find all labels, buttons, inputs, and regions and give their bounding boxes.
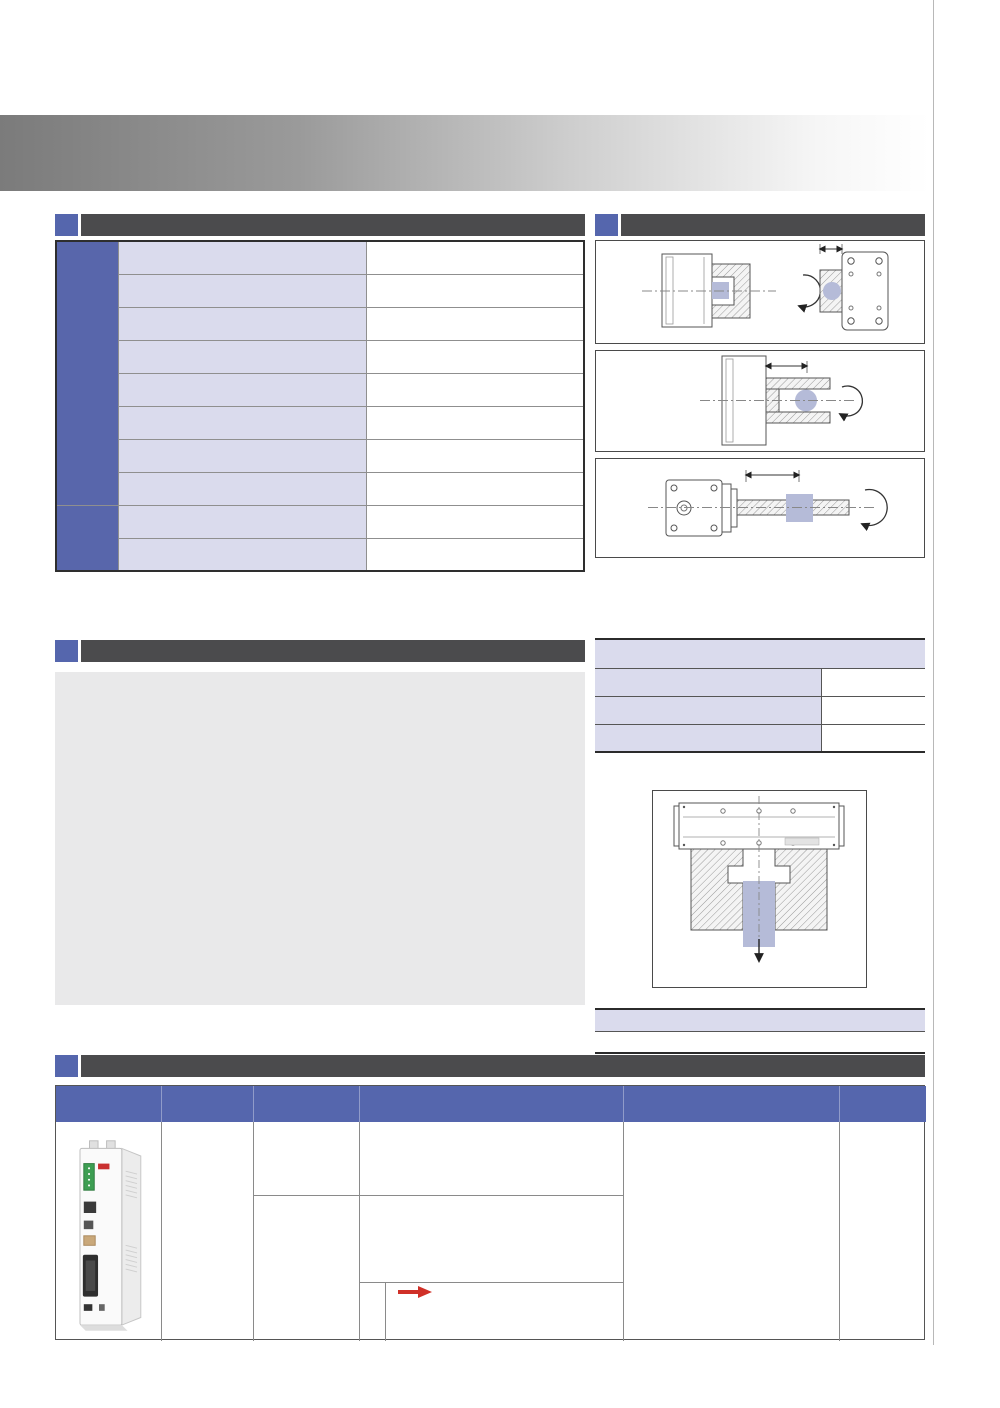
table-row [56, 307, 584, 340]
ethercat-arrow-icon [398, 1286, 432, 1299]
page-footer [555, 1354, 912, 1378]
table-row [56, 241, 584, 274]
section-title-bar [81, 640, 585, 662]
section-accent-square [55, 214, 78, 236]
spec-value [366, 472, 584, 505]
moment-row-label [595, 697, 763, 724]
spec-label [118, 538, 366, 571]
spec-label [118, 274, 366, 307]
moment-diagram-my [595, 240, 925, 344]
reference-page [839, 1122, 926, 1341]
comm-control-mode-cell [253, 1196, 359, 1341]
fv-value [595, 1032, 925, 1054]
spec-label [118, 241, 366, 274]
section-accent-square [55, 640, 78, 662]
io-feature-cell [359, 1122, 623, 1196]
my-diagram-drawing [596, 241, 923, 342]
section-specification [55, 214, 585, 236]
table-row [56, 538, 584, 571]
table-row [56, 472, 584, 505]
controller-model [161, 1122, 253, 1341]
spec-group-parts [56, 505, 118, 571]
chart-plot [55, 672, 585, 1005]
table-row [56, 373, 584, 406]
spec-group-spec [56, 241, 118, 505]
ethercat-logo [394, 1286, 615, 1299]
max-moment-table [595, 638, 925, 753]
column-header-electrical [623, 1086, 839, 1122]
table-row [595, 725, 925, 753]
controller-photo [56, 1122, 161, 1341]
spec-label [118, 439, 366, 472]
spec-note-2 [55, 602, 590, 626]
moment-diagram-mr [595, 458, 925, 558]
moment-code [763, 697, 821, 724]
spec-value [366, 406, 584, 439]
column-header-model [161, 1086, 253, 1122]
section-controller-chart [55, 1055, 925, 1077]
x-axis-label [220, 936, 460, 939]
spec-label [118, 406, 366, 439]
moment-code [763, 669, 821, 696]
spec-label [118, 340, 366, 373]
controller-table [55, 1085, 925, 1340]
spec-value [366, 274, 584, 307]
table-row [56, 340, 584, 373]
section-gripping-chart [55, 640, 585, 662]
table-row [56, 274, 584, 307]
fv-title-bar [595, 1008, 925, 1032]
controller-device-drawing [61, 1131, 156, 1333]
fv-diagram [652, 790, 867, 988]
moment-value [821, 669, 925, 696]
column-header-control-mode [253, 1086, 359, 1122]
column-header-features [359, 1086, 623, 1122]
tollfree-block [0, 131, 905, 175]
column-header-exterior [56, 1086, 161, 1122]
moment-row-label [595, 725, 763, 751]
right-tab-sidebar [933, 0, 1000, 1345]
table-row [56, 505, 584, 538]
moment-row-label [595, 669, 763, 696]
section-title-bar [81, 214, 585, 236]
electrical-spec-cell [623, 1122, 839, 1341]
table-row [595, 669, 925, 697]
io-control-mode-cell [253, 1122, 359, 1196]
column-header-reference [839, 1086, 926, 1122]
moment-value [821, 725, 925, 751]
mp-diagram-drawing [596, 351, 923, 450]
section-title-bar [621, 214, 925, 236]
spec-note-1 [55, 578, 590, 602]
section-title-bar [81, 1055, 925, 1077]
spec-value [366, 373, 584, 406]
moment-value [821, 697, 925, 724]
spec-value [366, 505, 584, 538]
gripping-power-chart [55, 672, 585, 1005]
table-row [595, 697, 925, 725]
tolerance-note [55, 1012, 59, 1030]
section-accent-square [55, 1055, 78, 1077]
spec-label [118, 472, 366, 505]
ethercat-option-cell [359, 1282, 623, 1341]
section-allowable-moment [595, 214, 925, 236]
moment-diagram-mp [595, 350, 925, 452]
ethercat-block [386, 1283, 623, 1341]
spec-value [366, 307, 584, 340]
max-moment-title [595, 638, 925, 669]
spec-value [366, 538, 584, 571]
mr-diagram-drawing [596, 459, 923, 556]
comm-feature-cell [359, 1196, 623, 1282]
moment-code [763, 725, 821, 751]
spec-label [118, 307, 366, 340]
spec-value [366, 241, 584, 274]
spec-label [118, 373, 366, 406]
optional-side-label [360, 1283, 386, 1341]
spec-table [55, 240, 585, 572]
table-row [56, 406, 584, 439]
spec-value [366, 439, 584, 472]
table-row [56, 439, 584, 472]
fv-diagram-drawing [653, 791, 865, 986]
l-distance-note [595, 568, 925, 586]
section-accent-square [595, 214, 618, 236]
spec-value [366, 340, 584, 373]
spec-label [118, 505, 366, 538]
